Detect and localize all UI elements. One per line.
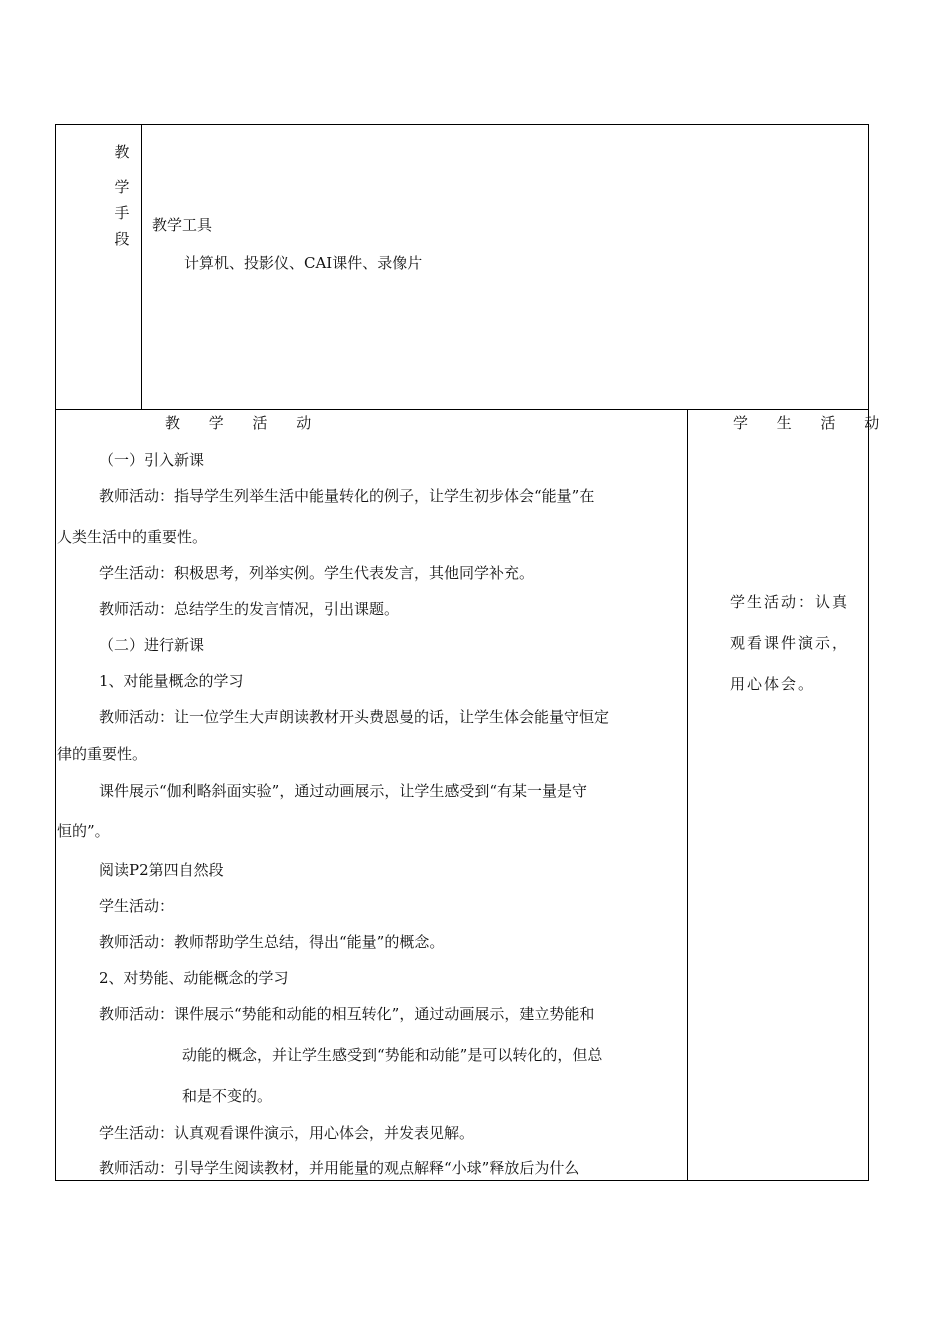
student-activity-header: 学 生 活 动 <box>733 414 892 432</box>
teaching-activity-header: 教 学 活 动 <box>165 414 324 432</box>
label-char: 学 <box>114 178 130 196</box>
activity-line: 和是不变的。 <box>182 1087 273 1105</box>
label-char: 教 <box>114 143 130 161</box>
activity-line: 教师活动：让一位学生大声朗读教材开头费恩曼的话，让学生体会能量守恒定 <box>99 708 610 726</box>
activity-line: 教师活动：引导学生阅读教材，并用能量的观点解释“小球”释放后为什么 <box>99 1159 580 1177</box>
activity-line: 人类生活中的重要性。 <box>57 528 208 546</box>
student-activity-note: 学生活动：认真观看课件演示，用心体会。 <box>730 593 850 693</box>
activity-line: 恒的”。 <box>57 822 110 840</box>
subsection-heading: 1、对能量概念的学习 <box>99 672 244 690</box>
activity-column-divider <box>687 409 688 1181</box>
activity-line: 教师活动：总结学生的发言情况，引出课题。 <box>99 600 400 618</box>
activity-line: 学生活动：积极思考，列举实例。学生代表发言，其他同学补充。 <box>99 564 535 582</box>
activity-line: 教师活动：课件展示“势能和动能的相互转化”，通过动画展示，建立势能和 <box>99 1005 595 1023</box>
section-heading: （二）进行新课 <box>99 636 205 654</box>
top-section-label-divider <box>141 124 142 410</box>
activity-line: 教师活动：指导学生列举生活中能量转化的例子，让学生初步体会“能量”在 <box>99 487 595 505</box>
teaching-tools-title: 教学工具 <box>152 216 213 234</box>
section-divider <box>55 409 869 410</box>
activity-line: 课件展示“伽利略斜面实验”，通过动画展示，让学生感受到“有某一量是守 <box>99 782 588 800</box>
activity-line: 律的重要性。 <box>57 745 148 763</box>
teaching-tools-list: 计算机、投影仪、CAI课件、录像片 <box>184 254 423 272</box>
activity-line: 教师活动：教师帮助学生总结，得出“能量”的概念。 <box>99 933 445 951</box>
subsection-heading: 2、对势能、动能概念的学习 <box>99 969 289 987</box>
label-char: 段 <box>114 230 130 248</box>
label-char: 手 <box>114 204 130 222</box>
activity-line: 动能的概念，并让学生感受到“势能和动能”是可以转化的，但总 <box>182 1046 603 1064</box>
activity-line: 阅读P2第四自然段 <box>99 861 224 879</box>
activity-line: 学生活动：认真观看课件演示，用心体会，并发表见解。 <box>99 1124 475 1142</box>
section-heading: （一）引入新课 <box>99 451 205 469</box>
activity-line: 学生活动： <box>99 897 175 915</box>
